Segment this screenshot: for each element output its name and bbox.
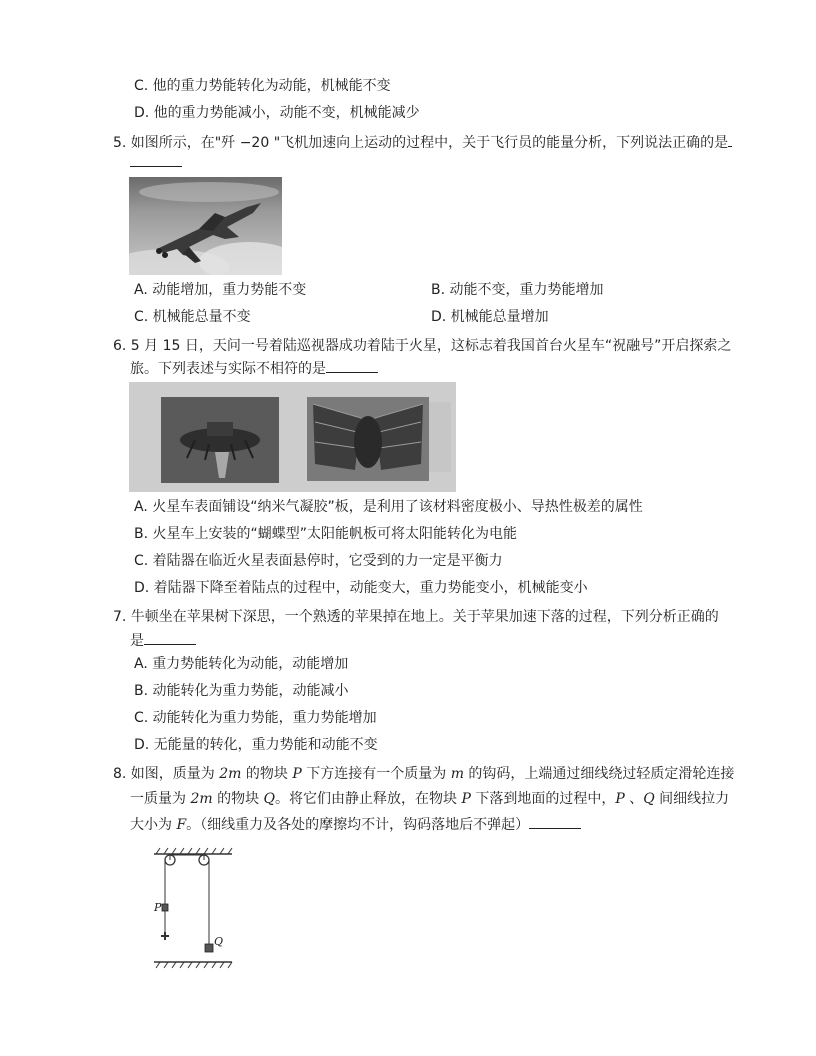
label-q: Q [214,935,224,948]
q7-stem-line2 [130,630,196,651]
q5-option-a: A. 动能增加，重力势能不变 [134,282,307,298]
q8-text: 一质量为 [130,791,191,807]
q6-stem-line2 [130,358,378,379]
q8-stem-line2 [130,789,729,809]
q5-blank-start [728,132,732,147]
q8-text: 大小为 [130,817,177,833]
q7-option-b: B. 动能转化为重力势能，动能减小 [134,683,349,699]
q5-stem [113,132,732,153]
q8-text: 间细线拉力 [654,791,730,807]
q7-option-c: C. 动能转化为重力势能，重力势能增加 [134,710,377,726]
q5-option-c: C. 机械能总量不变 [134,309,251,325]
mars-lander-images [129,382,456,492]
q8-text: 下方连接有一个质量为 [301,766,451,782]
q8-stem-line1 [113,764,734,784]
q6-option-a: A. 火星车表面铺设“纳米气凝胶”板，是利用了该材料密度极小、导热性极差的属性 [134,499,643,515]
q4-option-d: D. 他的重力势能减小，动能不变，机械能减少 [134,105,420,121]
pulley-diagram [148,846,238,970]
q8-math-f: F [176,817,187,833]
q5-answer-blank [130,152,182,167]
q8-text: 的物块 [241,766,293,782]
q5-answer-line [130,152,182,173]
q8-text: 8. 如图，质量为 [113,766,220,782]
q6-option-b: B. 火星车上安装的“蝴蝶型”太阳能帆板可将太阳能转化为电能 [134,526,518,542]
q8-answer-blank [529,814,581,829]
q8-math-2m: 2m [219,766,242,782]
q8-math-p: P [461,791,471,807]
q7-option-a: A. 重力势能转化为动能，动能增加 [134,656,349,672]
q8-text: 的物块 [212,791,264,807]
q5-option-d: D. 机械能总量增加 [431,309,549,325]
q8-text: 的钩码，上端通过细线绕过轻质定滑轮连接 [463,766,735,782]
q8-stem-line3 [130,814,581,835]
q7-stem-line2-text: 是 [130,633,144,649]
q6-stem-line2-text: 旅。下列表述与实际不相符的是 [130,361,326,377]
q7-stem-line1: 7. 牛顿坐在苹果树下深思，一个熟透的苹果掉在地上。关于苹果加速下落的过程，下列分析正确的 [113,609,719,625]
label-p: P [154,901,162,914]
q7-answer-blank [144,630,196,645]
q8-text: 、 [624,791,644,807]
q8-math-q: Q [643,791,655,807]
q6-option-c: C. 着陆器在临近火星表面悬停时，它受到的力一定是平衡力 [134,553,503,569]
q8-text: 。（细线重力及各处的摩擦均不计，钩码落地后不弹起） [186,817,530,833]
q8-text: 。将它们由静止释放，在物块 [275,791,462,807]
q6-stem-line1: 6. 5 月 15 日，天问一号着陆巡视器成功着陆于火星，这标志着我国首台火星车“祝融号”开启探索之 [113,338,732,354]
q8-math-q: Q [263,791,276,807]
q7-option-d: D. 无能量的转化，重力势能和动能不变 [134,737,378,753]
q8-math-p: P [292,766,302,782]
q8-text: 下落到地面的过程中， [470,791,616,807]
q8-math-2m: 2m [190,791,213,807]
q6-option-d: D. 着陆器下降至着陆点的过程中，动能变大，重力势能变小，机械能变小 [134,580,588,596]
q5-option-b: B. 动能不变，重力势能增加 [431,282,604,298]
q5-stem-text: 5. 如图所示，在"歼 −20 "飞机加速向上运动的过程中，关于飞行员的能量分析，下列说法正确的是 [113,135,729,151]
q6-answer-blank [326,358,378,373]
jet-fighter-image [129,177,282,275]
q8-math-p: P [615,791,625,807]
q8-math-m: m [450,766,464,782]
q4-option-c: C. 他的重力势能转化为动能，机械能不变 [134,78,391,94]
